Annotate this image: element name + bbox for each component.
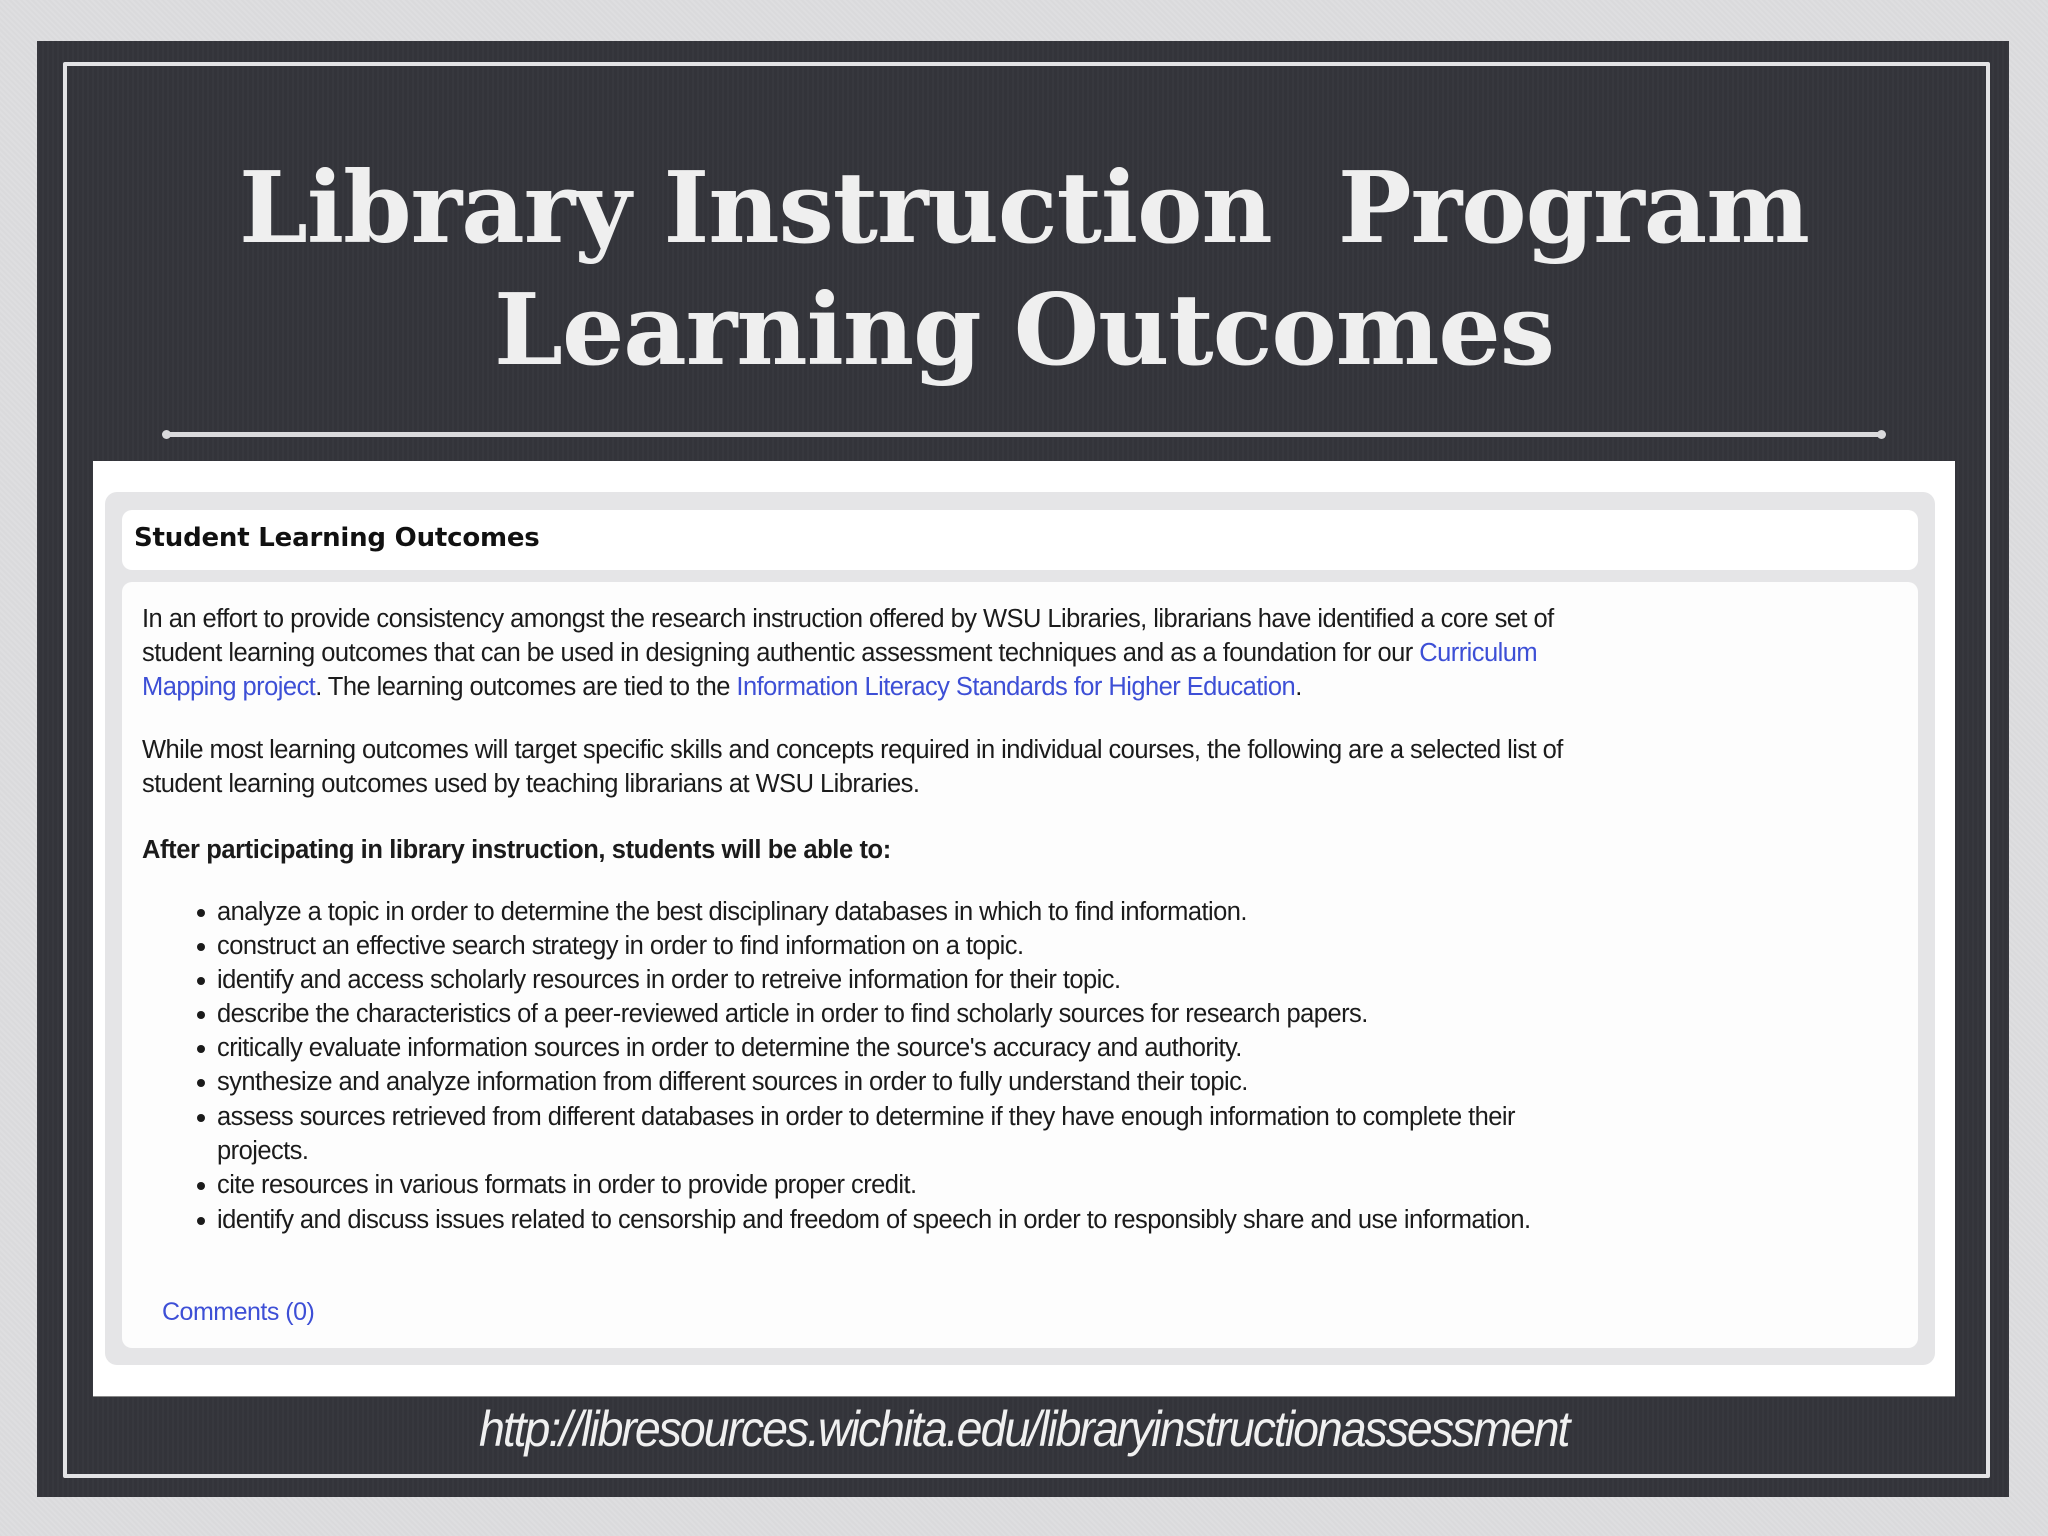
- bullet-icon: [197, 943, 205, 951]
- list-item-text: construct an effective search strategy in order to find information on a topic.: [217, 932, 1024, 960]
- list-item-text: analyze a topic in order to determine the best disciplinary databases in which to find information.: [217, 898, 1247, 926]
- list-item: [217, 1170, 917, 1200]
- paragraph2-line1: While most learning outcomes will target specific skills and concepts required in individual courses, the following are a selected list of: [142, 736, 1563, 764]
- panel-header: [122, 510, 1918, 570]
- list-item-text: identify and access scholarly resources in order to retreive information for their topic.: [217, 966, 1121, 994]
- list-item-text: assess sources retrieved from different databases in order to determine if they have enough information to complete their: [217, 1103, 1515, 1131]
- list-item: [217, 965, 1120, 995]
- bullet-icon: [197, 977, 205, 985]
- paragraph1-line3: [142, 672, 1302, 702]
- slide-title-line-1: Library Instruction Program: [239, 151, 1809, 266]
- paragraph2-line2: student learning outcomes used by teaching librarians at WSU Libraries.: [142, 770, 920, 798]
- list-item: [217, 1033, 1242, 1063]
- list-item: [217, 999, 1368, 1029]
- outcomes-panel: [105, 492, 1935, 1365]
- list-item: [217, 1067, 1248, 1097]
- paragraph1-line2-text: student learning outcomes that can be used in designing authentic assessment techniques and as a foundation for our: [142, 639, 1420, 667]
- slide-title: [60, 148, 1988, 392]
- curriculum-mapping-link-cont[interactable]: Mapping project: [142, 673, 316, 701]
- paragraph1-line3-text: . The learning outcomes are tied to the: [315, 673, 737, 701]
- bullet-icon: [197, 1079, 205, 1087]
- list-item: [217, 1102, 1515, 1132]
- list-item-text: identify and discuss issues related to censorship and freedom of speech in order to responsibly share and use information.: [217, 1206, 1531, 1234]
- info-literacy-standards-link[interactable]: Information Literacy Standards for Higher Education: [736, 673, 1296, 701]
- title-divider: [165, 432, 1883, 437]
- list-heading: After participating in library instruction, students will be able to:: [142, 836, 891, 864]
- list-item-text: critically evaluate information sources in order to determine the source's accuracy and authority.: [217, 1034, 1242, 1062]
- footer-url-text[interactable]: http://libresources.wichita.edu/libraryinstructionassessment: [479, 1401, 1569, 1457]
- slide-title-line-2: Learning Outcomes: [494, 273, 1554, 388]
- footer-url-link[interactable]: [0, 1400, 2048, 1458]
- list-item-text: cite resources in various formats in order to provide proper credit.: [217, 1171, 917, 1199]
- panel-heading: Student Learning Outcomes: [134, 523, 540, 553]
- bullet-icon: [197, 1114, 205, 1122]
- list-item: [217, 897, 1247, 927]
- list-item-continuation: projects.: [217, 1137, 309, 1165]
- bullet-icon: [197, 1217, 205, 1225]
- webpage-screenshot: [93, 461, 1955, 1396]
- bullet-icon: [197, 909, 205, 917]
- paragraph1-line3-end: .: [1295, 673, 1302, 701]
- list-item: [217, 931, 1024, 961]
- list-item: [217, 1205, 1531, 1235]
- bullet-icon: [197, 1045, 205, 1053]
- paragraph1-line1: In an effort to provide consistency amongst the research instruction offered by WSU Libraries, librarians have identified a core set of: [142, 605, 1554, 633]
- bullet-icon: [197, 1182, 205, 1190]
- bullet-icon: [197, 1011, 205, 1019]
- paragraph1-line2: [142, 638, 1537, 668]
- panel-content: [122, 582, 1918, 1348]
- list-item-text: describe the characteristics of a peer-reviewed article in order to find scholarly sources for research papers.: [217, 1000, 1368, 1028]
- list-item-text: synthesize and analyze information from different sources in order to fully understand their topic.: [217, 1068, 1248, 1096]
- comments-link[interactable]: Comments (0): [162, 1298, 315, 1326]
- curriculum-mapping-link[interactable]: Curriculum: [1419, 639, 1538, 667]
